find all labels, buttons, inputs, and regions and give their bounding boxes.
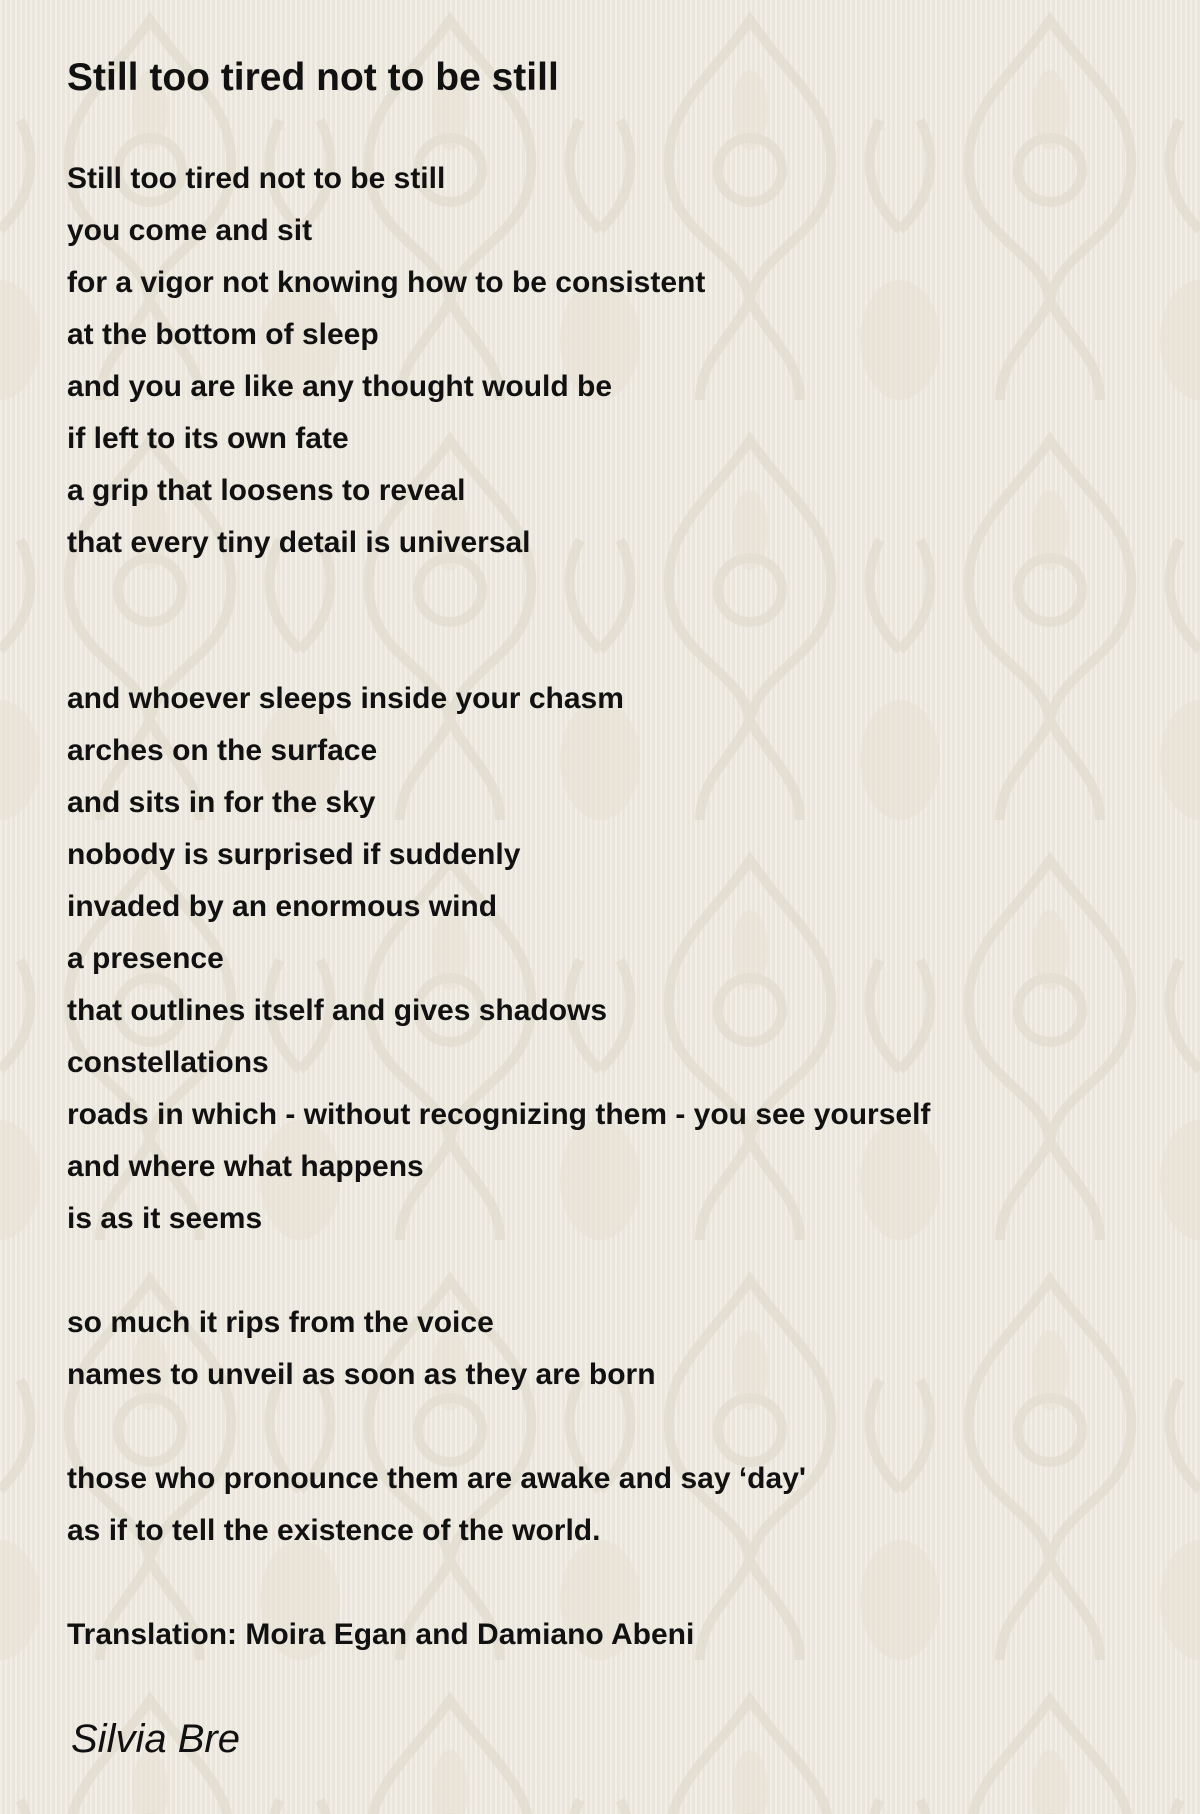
poem-line: as if to tell the existence of the world. bbox=[67, 1514, 601, 1547]
poem-line: roads in which - without recognizing them - you see yourself bbox=[67, 1098, 931, 1131]
poem-line: those who pronounce them are awake and say ‘day' bbox=[67, 1462, 807, 1495]
stanza-break bbox=[67, 1401, 1200, 1453]
poem-line: a grip that loosens to reveal bbox=[67, 474, 466, 507]
stanza-3 bbox=[67, 1297, 1200, 1401]
poem-line: and sits in for the sky bbox=[67, 786, 376, 819]
poem-line: at the bottom of sleep bbox=[67, 318, 379, 351]
poem-line: and whoever sleeps inside your chasm bbox=[67, 682, 624, 715]
poem-line: so much it rips from the voice bbox=[67, 1306, 494, 1339]
poem-line: if left to its own fate bbox=[67, 422, 349, 455]
poem-line: that outlines itself and gives shadows bbox=[67, 994, 608, 1027]
stanza-break bbox=[67, 1245, 1200, 1297]
stanza-break bbox=[67, 569, 1200, 673]
poem-line: Still too tired not to be still bbox=[67, 162, 446, 195]
poem-line: names to unveil as soon as they are born bbox=[67, 1358, 656, 1391]
poem-line: and you are like any thought would be bbox=[67, 370, 613, 403]
stanza-break bbox=[67, 1557, 1200, 1609]
poem-line: for a vigor not knowing how to be consistent bbox=[67, 266, 706, 299]
stanza-4 bbox=[67, 1453, 1200, 1557]
poem-author: Silvia Bre bbox=[71, 1717, 240, 1761]
poem-line: constellations bbox=[67, 1046, 269, 1079]
poem-line: you come and sit bbox=[67, 214, 313, 247]
poem-line: a presence bbox=[67, 942, 224, 975]
poem-line: that every tiny detail is universal bbox=[67, 526, 531, 559]
poem-line: and where what happens bbox=[67, 1150, 424, 1183]
poem-line: invaded by an enormous wind bbox=[67, 890, 498, 923]
translation-credit: Translation: Moira Egan and Damiano Abeni bbox=[67, 1618, 695, 1651]
poem-line: is as it seems bbox=[67, 1202, 263, 1235]
poem-title: Still too tired not to be still bbox=[67, 56, 559, 99]
stanza-2 bbox=[67, 673, 1200, 1245]
poem-line: nobody is surprised if suddenly bbox=[67, 838, 521, 871]
poem-line: arches on the surface bbox=[67, 734, 378, 767]
stanza-1 bbox=[67, 153, 1200, 569]
